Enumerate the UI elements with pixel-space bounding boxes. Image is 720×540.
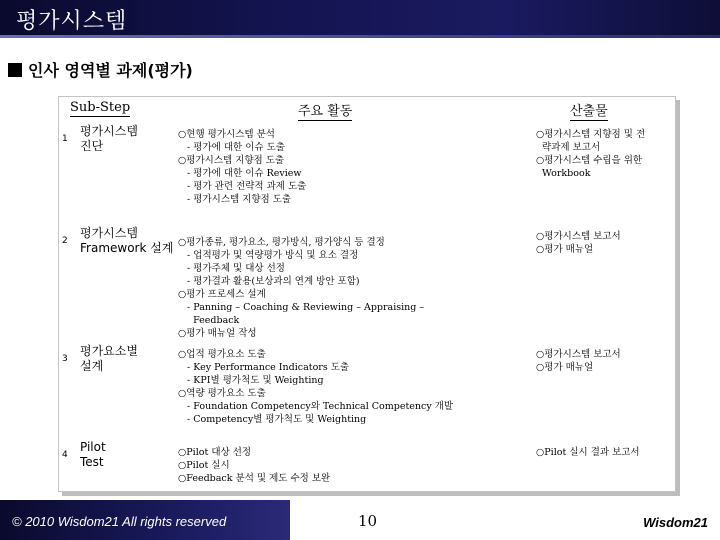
section-heading [8, 58, 193, 81]
outputs-row-1: ○평가시스템 지향점 및 전 략과제 보고서 ○평가시스템 수립을 위한 Workbook [536, 129, 646, 179]
step-label: 평가요소별 설계 [80, 344, 138, 373]
outputs-row-3: ○평가시스템 보고서 ○평가 매뉴얼 [536, 349, 621, 373]
activities-row-1: ○현행 평가시스템 분석 - 평가에 대한 이슈 도출 ○평가시스템 지향점 도출 - 평가에 대한 이슈 Review - 평가 관련 전략적 과제 도출 - 평가시스템 지향점 도출 [178, 129, 307, 205]
slide-title: 평가시스템 [16, 9, 128, 34]
step-number: 4 [62, 450, 68, 460]
activities-row-4: ○Pilot 대상 선정 ○Pilot 실시 ○Feedback 분석 및 제도 수정 보완 [178, 447, 331, 484]
step-number: 2 [62, 236, 68, 246]
column-header-outputs: 산출물 [570, 100, 608, 118]
step-2 [62, 226, 174, 256]
activities-row-3: ○업적 평가요소 도출 - Key Performance Indicators 도출 - KPI별 평가척도 및 Weighting ○역량 평가요소 도출 - Foundation Competency와 Technical Competency 개발 - Competency별 평가척도 및 Weighting [178, 349, 454, 425]
step-label: Pilot Test [80, 440, 106, 469]
square-bullet-icon [8, 63, 22, 77]
step-3 [62, 344, 138, 374]
brand-logo-text: Wisdom21 [643, 515, 708, 530]
column-header-activities: 주요 활동 [298, 100, 352, 118]
step-1 [62, 124, 138, 154]
footer-band [0, 500, 290, 540]
copyright: © 2010 Wisdom21 All rights reserved [12, 514, 227, 529]
section-heading-text: 인사 영역별 과제(평가) [28, 61, 193, 80]
outputs-row-4: ○Pilot 실시 결과 보고서 [536, 447, 640, 458]
page-number: 10 [358, 512, 378, 530]
outputs-row-2: ○평가시스템 보고서 ○평가 매뉴얼 [536, 231, 621, 255]
title-rule [0, 35, 720, 38]
step-label: 평가시스템 진단 [80, 124, 138, 153]
step-number: 3 [62, 354, 68, 364]
activities-row-2: ○평가종류, 평가요소, 평가방식, 평가양식 등 결정 - 업적평가 및 역량평가 방식 및 요소 결정 - 평가주체 및 대상 선정 - 평가결과 활용(보상과의 연계 방안 포함) ○평가 프로세스 설계 - Panning – Coaching & Reviewing – Appraising – Feedback ○평가 매뉴얼 작성 [178, 237, 425, 339]
footer [0, 500, 720, 540]
step-number: 1 [62, 134, 68, 144]
column-header-step: Sub-Step [70, 100, 131, 115]
step-4 [62, 440, 106, 470]
step-label: 평가시스템 Framework 설계 [80, 226, 174, 255]
title-bar [0, 0, 720, 38]
